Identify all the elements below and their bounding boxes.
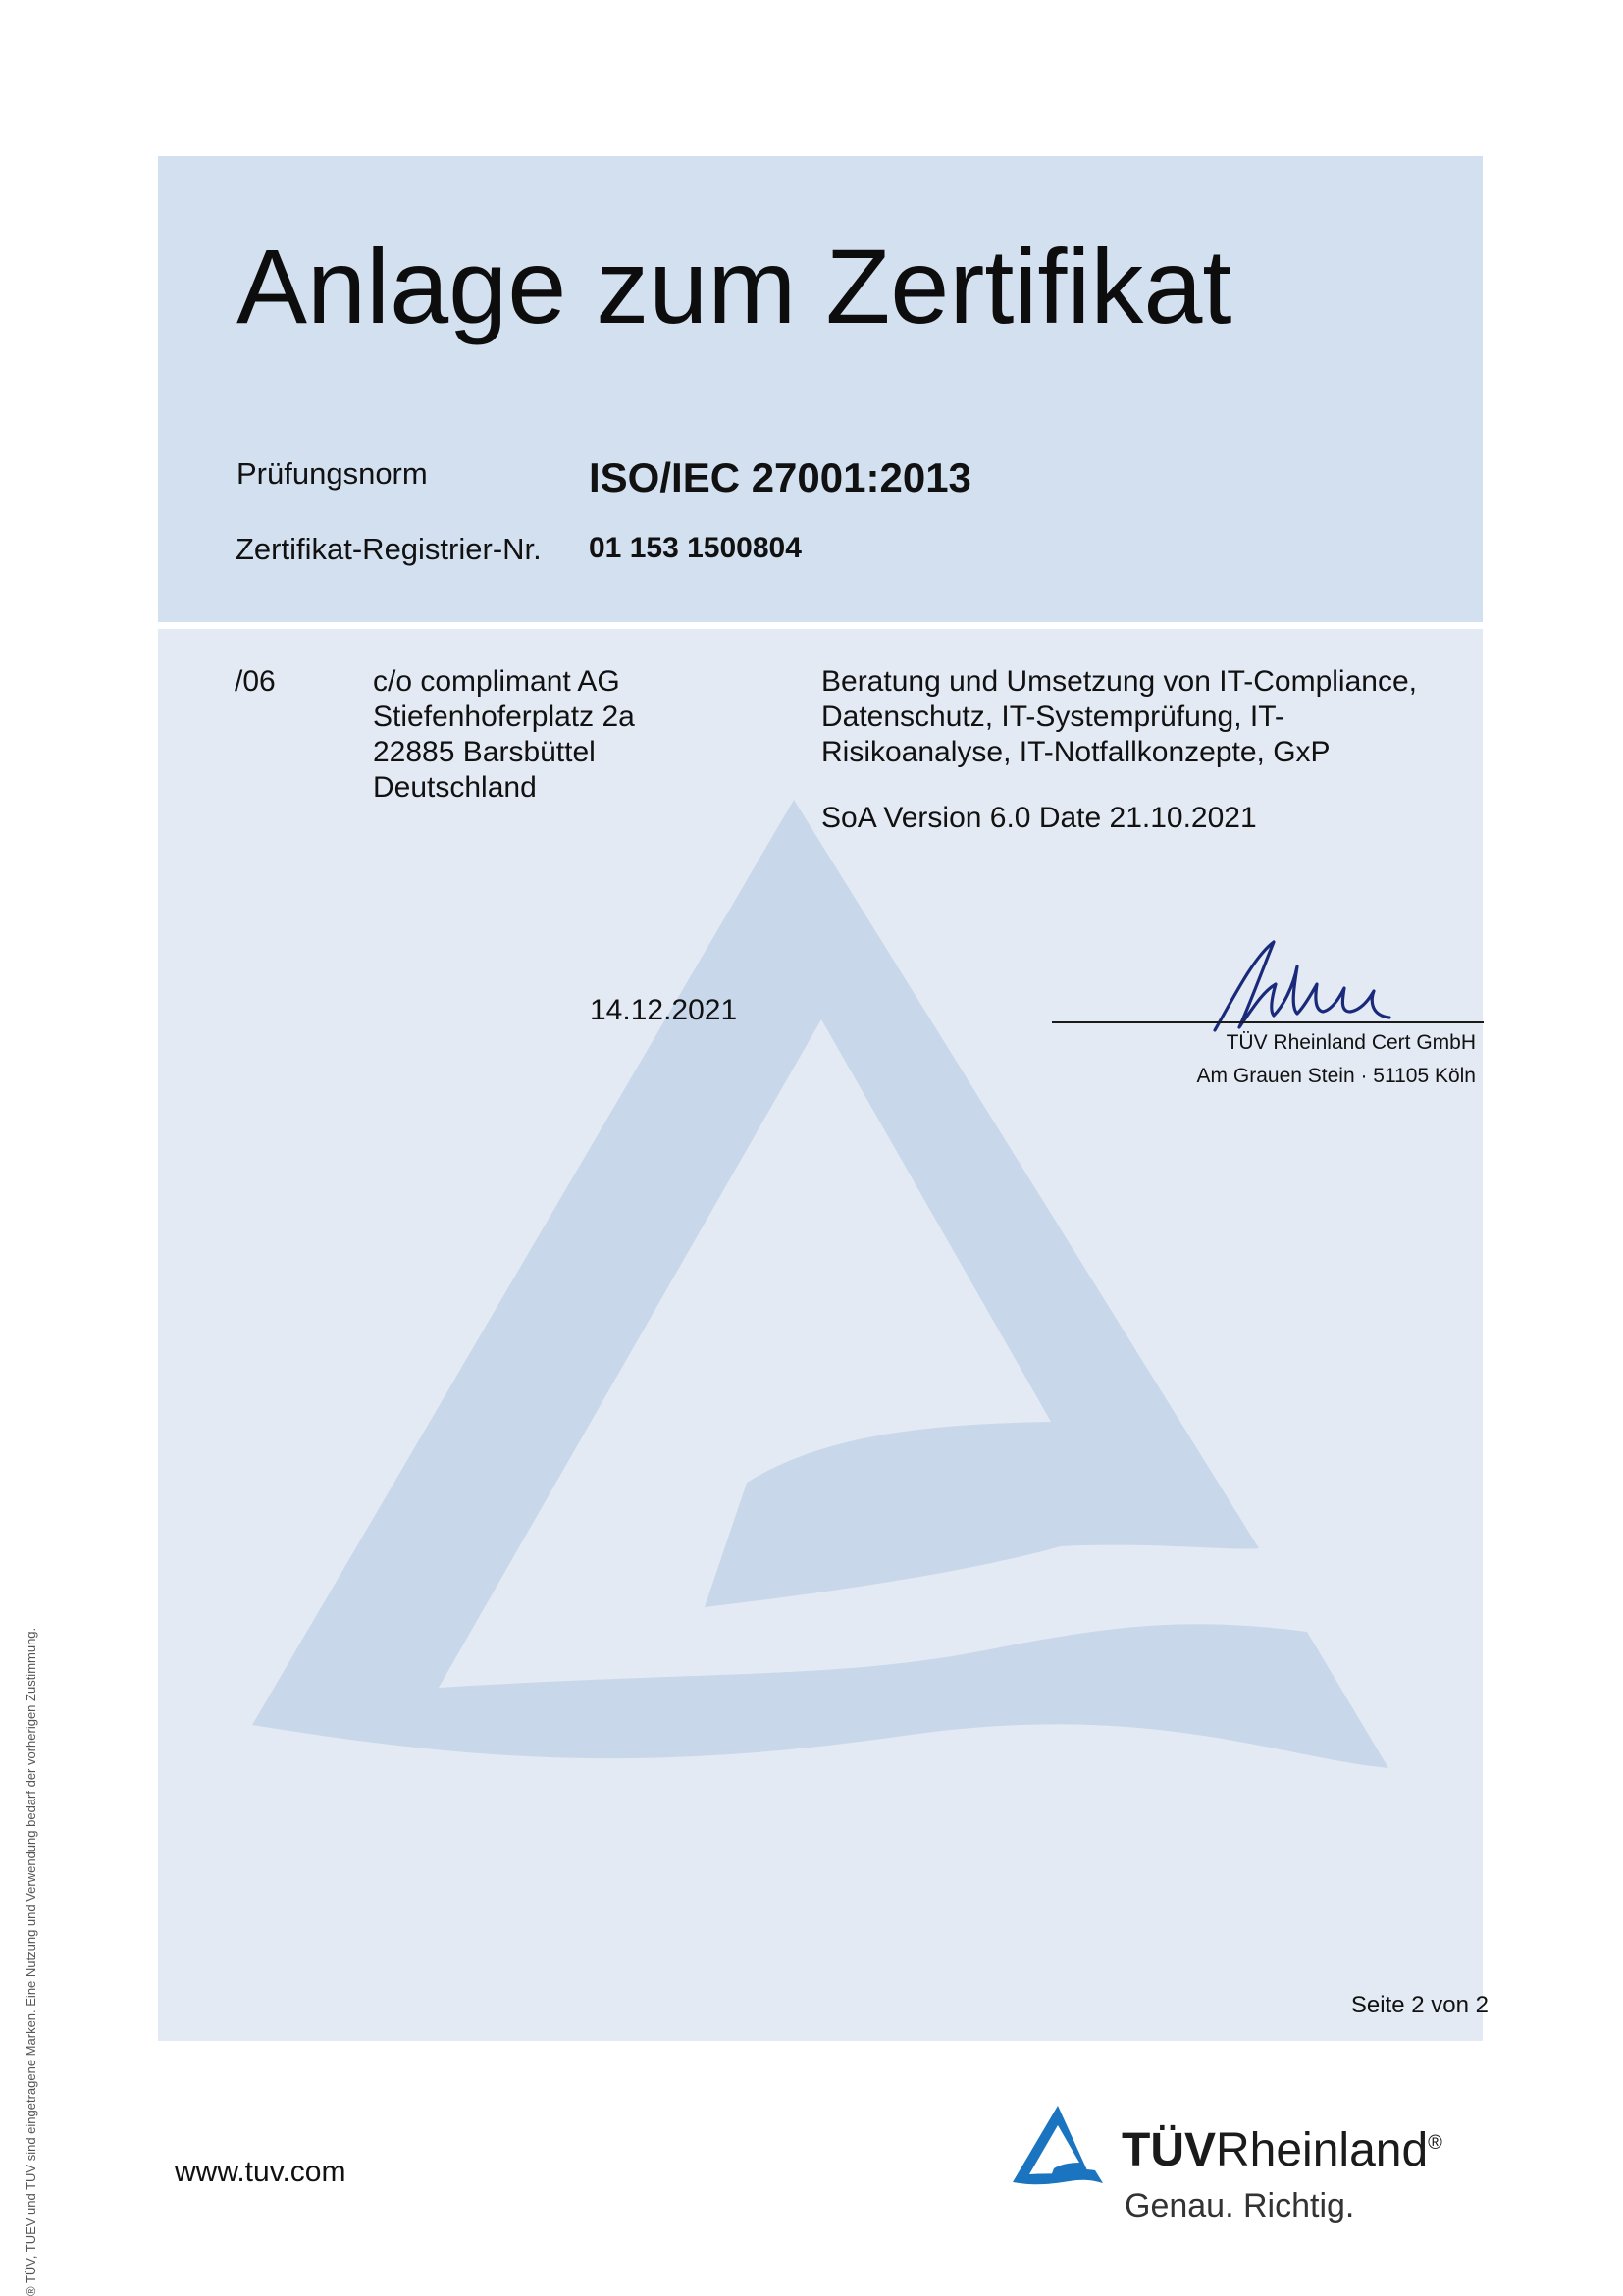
trademark-notice: ® TÜV, TUEV und TUV sind eingetragene Marken. Eine Nutzung und Verwendung bedarf der vorherigen Zustimmung. [24, 1627, 38, 2296]
brand-bold: TÜV [1122, 2124, 1216, 2176]
tuv-triangle-logo-icon [1011, 2104, 1105, 2188]
brand-registered: ® [1428, 2132, 1442, 2154]
registration-label: Zertifikat-Registrier-Nr. [236, 532, 542, 566]
brand-wordmark [1122, 2124, 1442, 2176]
scope-line: Risikoanalyse, IT-Notfallkonzepte, GxP [821, 736, 1331, 768]
standard-value: ISO/IEC 27001:2013 [589, 454, 971, 500]
issuer-address: Am Grauen Stein · 51105 Köln [1196, 1065, 1476, 1087]
standard-label: Prüfungsnorm [236, 456, 428, 491]
website-link[interactable]: www.tuv.com [175, 2156, 346, 2188]
address-line: Stiefenhoferplatz 2a [373, 701, 635, 733]
tuv-triangle-watermark [158, 629, 1483, 2041]
entry-scope [821, 664, 1417, 770]
issuer-name: TÜV Rheinland Cert GmbH [1226, 1031, 1476, 1054]
scope-line: Datenschutz, IT-Systemprüfung, IT- [821, 701, 1284, 733]
address-line: c/o complimant AG [373, 665, 620, 698]
entry-address [373, 664, 635, 806]
brand-rest: Rheinland [1216, 2124, 1429, 2176]
address-line: 22885 Barsbüttel [373, 736, 596, 768]
issue-date: 14.12.2021 [590, 994, 738, 1026]
entry-number: /06 [235, 665, 276, 698]
address-line: Deutschland [373, 771, 537, 804]
registration-value: 01 153 1500804 [589, 532, 802, 564]
brand-tagline: Genau. Richtig. [1125, 2187, 1355, 2224]
signature-line [1052, 1021, 1484, 1023]
soa-version: SoA Version 6.0 Date 21.10.2021 [821, 802, 1257, 834]
page-number: Seite 2 von 2 [1350, 1992, 1489, 2018]
content-panel [158, 629, 1483, 2041]
scope-line: Beratung und Umsetzung von IT-Compliance, [821, 665, 1417, 698]
signature-icon [1195, 937, 1401, 1035]
page-title: Anlage zum Zertifikat [236, 227, 1232, 345]
